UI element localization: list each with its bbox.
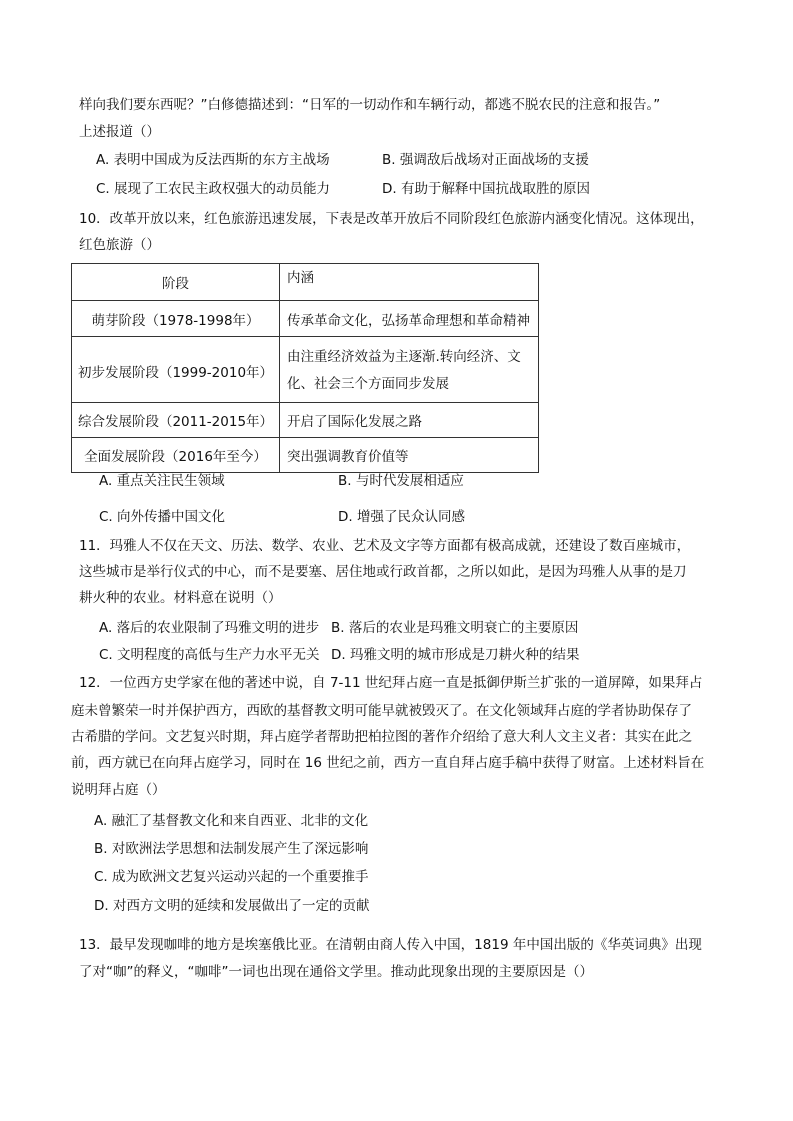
q11-text-line: 11．玛雅人不仅在天文、历法、数学、农业、艺术及文字等方面都有极高成就，还建设了数百座城市， — [79, 538, 691, 554]
q11-option-b: B. 落后的农业是玛雅文明衰亡的主要原因 — [331, 620, 579, 636]
q12-option-d: D. 对西方文明的延续和发展做出了一定的贡献 — [94, 898, 370, 914]
q11-text-line: 耕火种的农业。材料意在说明（） — [79, 590, 282, 606]
table-cell: 初步发展阶段（1999-2010年） — [72, 337, 280, 403]
table-cell: 开启了国际化发展之路 — [280, 403, 539, 438]
q13-text-line: 了对“咖”的释义，“咖啡”一词也出现在通俗文学里。推动此现象出现的主要原因是（） — [79, 964, 593, 980]
q12-option-b: B. 对欧洲法学思想和法制发展产生了深远影响 — [94, 841, 369, 857]
q9-text-line: 样向我们要东西呢？”白修德描述到：“日军的一切动作和车辆行动，都逃不脱农民的注意和报告。” — [79, 97, 661, 113]
q12-text-line: 12．一位西方史学家在他的著述中说，自 7-11 世纪拜占庭一直是抵御伊斯兰扩张的一道屏障，如果拜占 — [79, 675, 703, 691]
table-row — [72, 337, 539, 403]
table-cell: 萌芽阶段（1978-1998年） — [72, 301, 280, 337]
q12-text-line: 庭未曾繁荣一时并保护西方，西欧的基督教文明可能早就被毁灭了。在文化领域拜占庭的学者协助保存了 — [71, 703, 692, 719]
q11-text-line: 这些城市是举行仪式的中心，而不是要塞、居住地或行政首都，之所以如此，是因为玛雅人从事的是刀 — [79, 564, 687, 580]
q10-option-b: B. 与时代发展相适应 — [338, 473, 464, 489]
table-header-cell: 内涵 — [280, 264, 539, 301]
red-tourism-table — [71, 263, 539, 473]
q10-option-a: A. 重点关注民生领域 — [99, 473, 225, 489]
table-row — [72, 301, 539, 337]
q12-text-line: 说明拜占庭（） — [71, 782, 166, 798]
table-cell: 由注重经济效益为主逐渐.转向经济、文化、社会三个方面同步发展 — [280, 337, 539, 403]
q10-text-line: 红色旅游（） — [79, 237, 160, 253]
q12-text-line: 前，西方就已在向拜占庭学习，同时在 16 世纪之前，西方一直自拜占庭手稿中获得了财富。上述材料旨在 — [71, 755, 705, 771]
q9-option-b: B. 强调敌后战场对正面战场的支援 — [382, 152, 589, 168]
q12-option-c: C. 成为欧洲文艺复兴运动兴起的一个重要推手 — [94, 869, 369, 885]
q9-text-line: 上述报道（） — [79, 124, 160, 140]
q11-option-a: A. 落后的农业限制了玛雅文明的进步 — [99, 620, 320, 636]
table-cell: 突出强调教育价值等 — [280, 438, 539, 473]
q10-option-c: C. 向外传播中国文化 — [99, 509, 226, 525]
q10-text-line: 10．改革开放以来，红色旅游迅速发展，下表是改革开放后不同阶段红色旅游内涵变化情况。这体现出， — [79, 211, 704, 227]
q9-option-c: C. 展现了工农民主政权强大的动员能力 — [96, 181, 331, 197]
q11-option-d: D. 玛雅文明的城市形成是刀耕火种的结果 — [331, 647, 580, 663]
table-cell: 全面发展阶段（2016年至今） — [72, 438, 280, 473]
table-header-row — [72, 264, 539, 301]
q9-option-d: D. 有助于解释中国抗战取胜的原因 — [382, 181, 590, 197]
table-row — [72, 438, 539, 473]
table-cell: 传承革命文化，弘扬革命理想和革命精神 — [280, 301, 539, 337]
q11-option-c: C. 文明程度的高低与生产力水平无关 — [99, 647, 320, 663]
table-row — [72, 403, 539, 438]
table-header-cell: 阶段 — [72, 264, 280, 301]
q10-option-d: D. 增强了民众认同感 — [338, 509, 465, 525]
q13-text-line: 13．最早发现咖啡的地方是埃塞俄比亚。在清朝由商人传入中国，1819 年中国出版的《华英词典》出现 — [79, 937, 702, 953]
q9-option-a: A. 表明中国成为反法西斯的东方主战场 — [96, 152, 330, 168]
q12-option-a: A. 融汇了基督教文化和来自西亚、北非的文化 — [94, 813, 369, 829]
table-cell: 综合发展阶段（2011-2015年） — [72, 403, 280, 438]
q12-text-line: 古希腊的学问。文艺复兴时期，拜占庭学者帮助把柏拉图的著作介绍给了意大利人文主义者：其实在此之 — [71, 729, 692, 745]
